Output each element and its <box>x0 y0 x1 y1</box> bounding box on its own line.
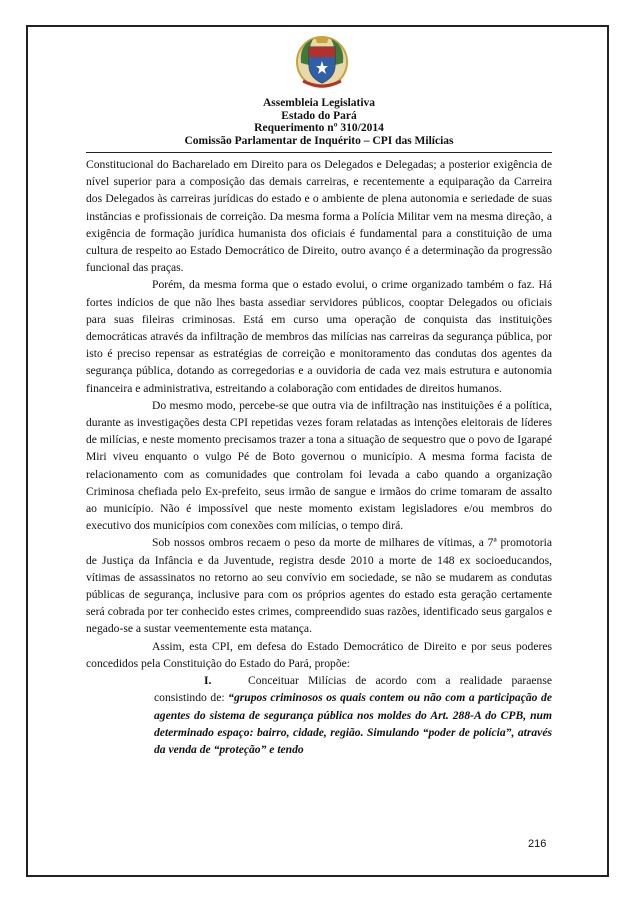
header-divider <box>86 152 552 153</box>
paragraph-5: Assim, esta CPI, em defesa do Estado Democrático de Direito e por seus poderes concedidos pela Constituição do Estado do Pará, propõe: <box>86 639 552 670</box>
header-request-number: Requerimento nº 310/2014 <box>254 122 384 135</box>
paragraph-3: Do mesmo modo, percebe-se que outra via de infiltração nas instituições é a política, durante as investigações desta CPI repetidas vezes foram relatadas as intenções eleitorais de líderes de milícias, e neste momento precisamos trazer a tona a situação de sequestro que o povo de Igarapé Miri viveu enquanto o vulgo Pé de Boto governou o município. A mesma forma facista de relacionamento com as comunidades que controlam foi levada a cabo quando a organização Criminosa chefiada pelo Ex-prefeito, seus irmão de sangue e irmãos do crime tomaram de assalto ao município. Não é impossível que neste momento existam legisladores e/ou membros do executivo dos municípios com conexões com milícias, o tempo dirá. <box>86 398 552 533</box>
item-lead-text: Conceituar Milícias de acordo com a realidade paraense consistindo de: <box>154 674 552 705</box>
document-header <box>100 97 538 147</box>
paragraph-1: Constitucional do Bacharelado em Direito para os Delegados e Delegadas; a posterior exigência de nível superior para a composição das demais carreiras, e recentemente a equiparação da Carreira dos Delegados às carreiras jurídicas do estado e o ambiente de plena autonomia e seriedade de suas instâncias e profissionais de correição. Da mesma forma a Polícia Militar vem na mesma direção, a exigência de formação jurídica humanista dos oficiais é fundamental para a constituição de uma cultura de respeito ao Estado Democrático de Direito, outro avanço é a determinação da progressão funcional das praças. <box>86 158 552 275</box>
proposal-item-1 <box>86 672 552 758</box>
document-body <box>86 156 552 758</box>
item-numeral: I. <box>204 674 212 688</box>
header-commission: Comissão Parlamentar de Inquérito – CPI das Milícias <box>184 134 454 147</box>
state-coat-of-arms-icon <box>295 33 349 89</box>
header-institution: Assembleia Legislativa <box>262 97 376 109</box>
page-number: 216 <box>528 838 547 850</box>
paragraph-4: Sob nossos ombros recaem o peso da morte de milhares de vítimas, a 7ª promotoria de Justiça da Infância e da Juventude, registra desde 2010 a morte de 148 ex socioeducandos, vítimas de assassinatos no retorno ao seu convívio em sociedade, se não se mudarem as condutas públicas de segurança, inclusive para com os próprios agentes do estado esta geração certamente será cobrada por ter conhecido estes crimes, compreendido suas razões, identificado seus gargalos e negado-se a sustar veementemente esta matança. <box>86 536 552 636</box>
item-emphasis-text: “grupos criminosos os quais contem ou não com a participação de agentes do sistema de segurança pública nos moldes do Art. 288-A do CPB, num determinado espaço: bairro, cidade, região. Simulando “poder de polícia”, através da venda de “proteção” e tendo <box>154 691 552 756</box>
paragraph-2: Porém, da mesma forma que o estado evolui, o crime organizado também o faz. Há fortes indícios de que não lhes basta assediar servidores públicos, cooptar Delegados ou oficiais para suas fileiras criminosas. Está em curso uma operação de conquista das instituições democráticas através da infiltração de membros das milícias nas carreiras da segurança pública, por isto é preciso repensar as estratégias de correição e monitoramento das condutas dos agentes da segurança pública, dotando as corregedorias e a ouvidoria de cada vez mais estrutura e autonomia financeira e administrativa, estreitando a colaboração com entidades de direitos humanos. <box>86 278 552 395</box>
header-state: Estado do Pará <box>281 109 357 122</box>
